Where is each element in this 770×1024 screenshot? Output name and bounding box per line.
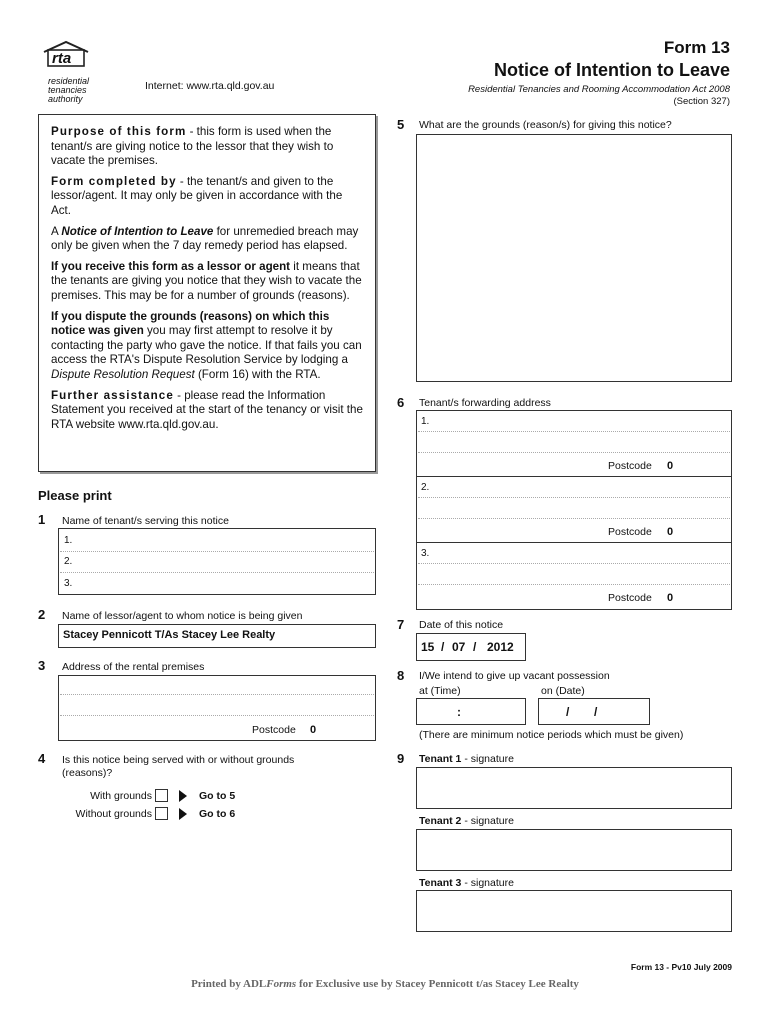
- tenant-3-signature-box[interactable]: [416, 890, 732, 932]
- lessor-paragraph: [51, 260, 363, 304]
- section-1-number: 1: [38, 512, 46, 527]
- purpose-text: - this form is used when the tenant/s are giving notice to the lessor that they wish to vacate the premises.: [51, 125, 334, 168]
- tenant-row-line: [60, 551, 374, 552]
- breach-form-name: Notice of Intention to Leave: [61, 224, 214, 238]
- section-4-label-1: Is this notice being served with or without grounds: [62, 754, 295, 766]
- tenant-row-line: [60, 572, 374, 573]
- section-3-number: 3: [38, 658, 46, 673]
- forwarding-divider: [416, 476, 732, 477]
- time-label: at (Time): [419, 685, 461, 697]
- breach-text-a: A: [51, 224, 62, 238]
- forwarding-postcode-3-label: Postcode: [608, 592, 652, 604]
- forwarding-postcode-3-value: 0: [667, 592, 674, 604]
- completed-by-lead: Form completed by: [51, 174, 177, 188]
- section-2-number: 2: [38, 607, 46, 622]
- notice-date-sep-1: /: [441, 640, 445, 654]
- logo-line-2: tenancies: [48, 85, 87, 95]
- dispute-text-end: (Form 16) with the RTA.: [194, 367, 321, 381]
- arrow-right-icon: [179, 790, 187, 802]
- breach-paragraph: [51, 225, 363, 254]
- dispute-text: you may first attempt to resolve it by contacting the party who gave the notice. If that fails you can access the RTA's Dispute Resolution Service by lodging a: [51, 324, 362, 367]
- section-4-label-2: (reasons)?: [62, 767, 113, 779]
- notice-date-sep-2: /: [473, 640, 477, 654]
- section-3-label: Address of the rental premises: [62, 661, 205, 673]
- rta-logo: [40, 38, 100, 68]
- with-grounds-goto: Go to 5: [199, 790, 236, 802]
- forwarding-address-box[interactable]: [416, 410, 732, 610]
- dispute-paragraph: [51, 310, 363, 383]
- section-5-label: What are the grounds (reason/s) for giving this notice?: [419, 119, 672, 131]
- notice-period-note: (There are minimum notice periods which must be given): [419, 729, 684, 741]
- tenant-1-signature-box[interactable]: [416, 767, 732, 809]
- forwarding-postcode-2-value: 0: [667, 526, 674, 538]
- forwarding-address-1-number: 1.: [421, 416, 430, 427]
- section-2-label: Name of lessor/agent to whom notice is being given: [62, 610, 303, 622]
- tenant-row-2: 2.: [64, 556, 73, 567]
- printed-by-text: Printed by ADL: [191, 978, 267, 990]
- dispute-form-name: Dispute Resolution Request: [51, 367, 195, 381]
- signature-suffix: - signature: [461, 753, 514, 765]
- tenant-1-name: Tenant 1: [419, 753, 462, 765]
- tenant-row-3: 3.: [64, 578, 73, 589]
- notice-date-day: 15: [421, 640, 435, 654]
- signature-suffix: - signature: [461, 815, 514, 827]
- purpose-paragraph: [51, 125, 363, 169]
- section-8-label: I/We intend to give up vacant possession: [419, 670, 610, 682]
- form-title: Notice of Intention to Leave: [493, 60, 730, 80]
- without-grounds-goto: Go to 6: [199, 808, 236, 820]
- arrow-right-icon: [179, 808, 187, 820]
- printed-by-line: [0, 978, 770, 990]
- breach-text-c: for unremedied breach may only be given when the 7 day remedy period has elapsed.: [51, 224, 359, 253]
- section-7-number: 7: [397, 617, 405, 632]
- grounds-textarea[interactable]: [416, 134, 732, 382]
- assistance-lead: Further assistance: [51, 388, 174, 402]
- assistance-text: - please read the Information Statement you received at the start of the tenancy or visit the RTA website www.rta.qld.gov.au.: [51, 388, 363, 431]
- forwarding-row-line: [418, 497, 730, 498]
- tenant-names-box[interactable]: [58, 528, 376, 595]
- signature-suffix: - signature: [461, 877, 514, 889]
- lessor-name-value: Stacey Pennicott T/As Stacey Lee Realty: [63, 629, 276, 641]
- section-8-number: 8: [397, 668, 405, 683]
- act-name: Residential Tenancies and Rooming Accommodation Act 2008: [468, 84, 730, 95]
- forwarding-postcode-1-value: 0: [667, 460, 674, 472]
- dispute-lead: If you dispute the grounds (reasons) on which this notice was given: [51, 309, 330, 338]
- lessor-lead: If you receive this form as a lessor or agent: [51, 259, 291, 273]
- forwarding-row-line: [418, 563, 730, 564]
- without-grounds-label: Without grounds: [75, 808, 152, 820]
- section-9-number: 9: [397, 751, 405, 766]
- forwarding-postcode-2-label: Postcode: [608, 526, 652, 538]
- section-6-number: 6: [397, 395, 405, 410]
- forwarding-address-3-number: 3.: [421, 548, 430, 559]
- tenant-row-1: 1.: [64, 535, 73, 546]
- notice-date-month: 07: [452, 640, 466, 654]
- vacate-date-sep-2: /: [594, 705, 598, 719]
- printed-by-brand: Forms: [266, 978, 297, 990]
- notice-date-year: 2012: [487, 640, 514, 654]
- section-5-number: 5: [397, 117, 405, 132]
- lessor-text: it means that the tenants are giving you notice that they wish to vacate the premises. This may be for a number of grounds (reasons).: [51, 259, 362, 302]
- printed-by-owner: for Exclusive use by Stacey Pennicott t/as Stacey Lee Realty: [296, 978, 579, 990]
- internet-link[interactable]: Internet: www.rta.qld.gov.au: [145, 80, 275, 92]
- address-row-line: [60, 715, 374, 716]
- section-4-number: 4: [38, 751, 46, 766]
- section-ref: (Section 327): [673, 96, 730, 107]
- without-grounds-checkbox[interactable]: [155, 807, 168, 820]
- tenant-3-signature-label: [419, 877, 514, 889]
- section-7-label: Date of this notice: [419, 619, 504, 631]
- logo-line-3: authority: [48, 94, 83, 104]
- forwarding-row-line: [418, 452, 730, 453]
- with-grounds-label: With grounds: [90, 790, 152, 802]
- logo-mark: rta: [52, 50, 72, 67]
- forwarding-row-line: [418, 431, 730, 432]
- forwarding-row-line: [418, 518, 730, 519]
- forwarding-row-line: [418, 584, 730, 585]
- vacate-time-field[interactable]: [416, 698, 526, 725]
- with-grounds-checkbox[interactable]: [155, 789, 168, 802]
- tenant-2-signature-label: [419, 815, 514, 827]
- completed-by-paragraph: [51, 175, 363, 219]
- vacate-date-sep-1: /: [566, 705, 570, 719]
- rental-address-box[interactable]: [58, 675, 376, 741]
- completed-by-text: - the tenant/s and given to the lessor/agent. It may only be given in accordance with the Act.: [51, 174, 343, 217]
- forwarding-postcode-1-label: Postcode: [608, 460, 652, 472]
- rental-postcode-value: 0: [310, 724, 317, 736]
- tenant-1-signature-label: [419, 753, 514, 765]
- tenant-2-name: Tenant 2: [419, 815, 462, 827]
- tenant-2-signature-box[interactable]: [416, 829, 732, 871]
- section-6-label: Tenant/s forwarding address: [419, 397, 551, 409]
- form-version: Form 13 - Pv10 July 2009: [630, 962, 732, 972]
- rental-postcode-label: Postcode: [252, 724, 296, 736]
- assistance-paragraph: [51, 389, 363, 433]
- address-row-line: [60, 694, 374, 695]
- date-label: on (Date): [541, 685, 585, 697]
- purpose-box: [38, 114, 376, 472]
- vacate-time-separator: :: [457, 705, 461, 719]
- forwarding-divider: [416, 542, 732, 543]
- section-1-label: Name of tenant/s serving this notice: [62, 515, 229, 527]
- forwarding-address-2-number: 2.: [421, 482, 430, 493]
- form-number: Form 13: [663, 38, 730, 57]
- please-print-heading: Please print: [38, 488, 112, 503]
- logo-line-1: residential: [48, 76, 90, 86]
- tenant-3-name: Tenant 3: [419, 877, 462, 889]
- purpose-lead: Purpose of this form: [51, 125, 187, 138]
